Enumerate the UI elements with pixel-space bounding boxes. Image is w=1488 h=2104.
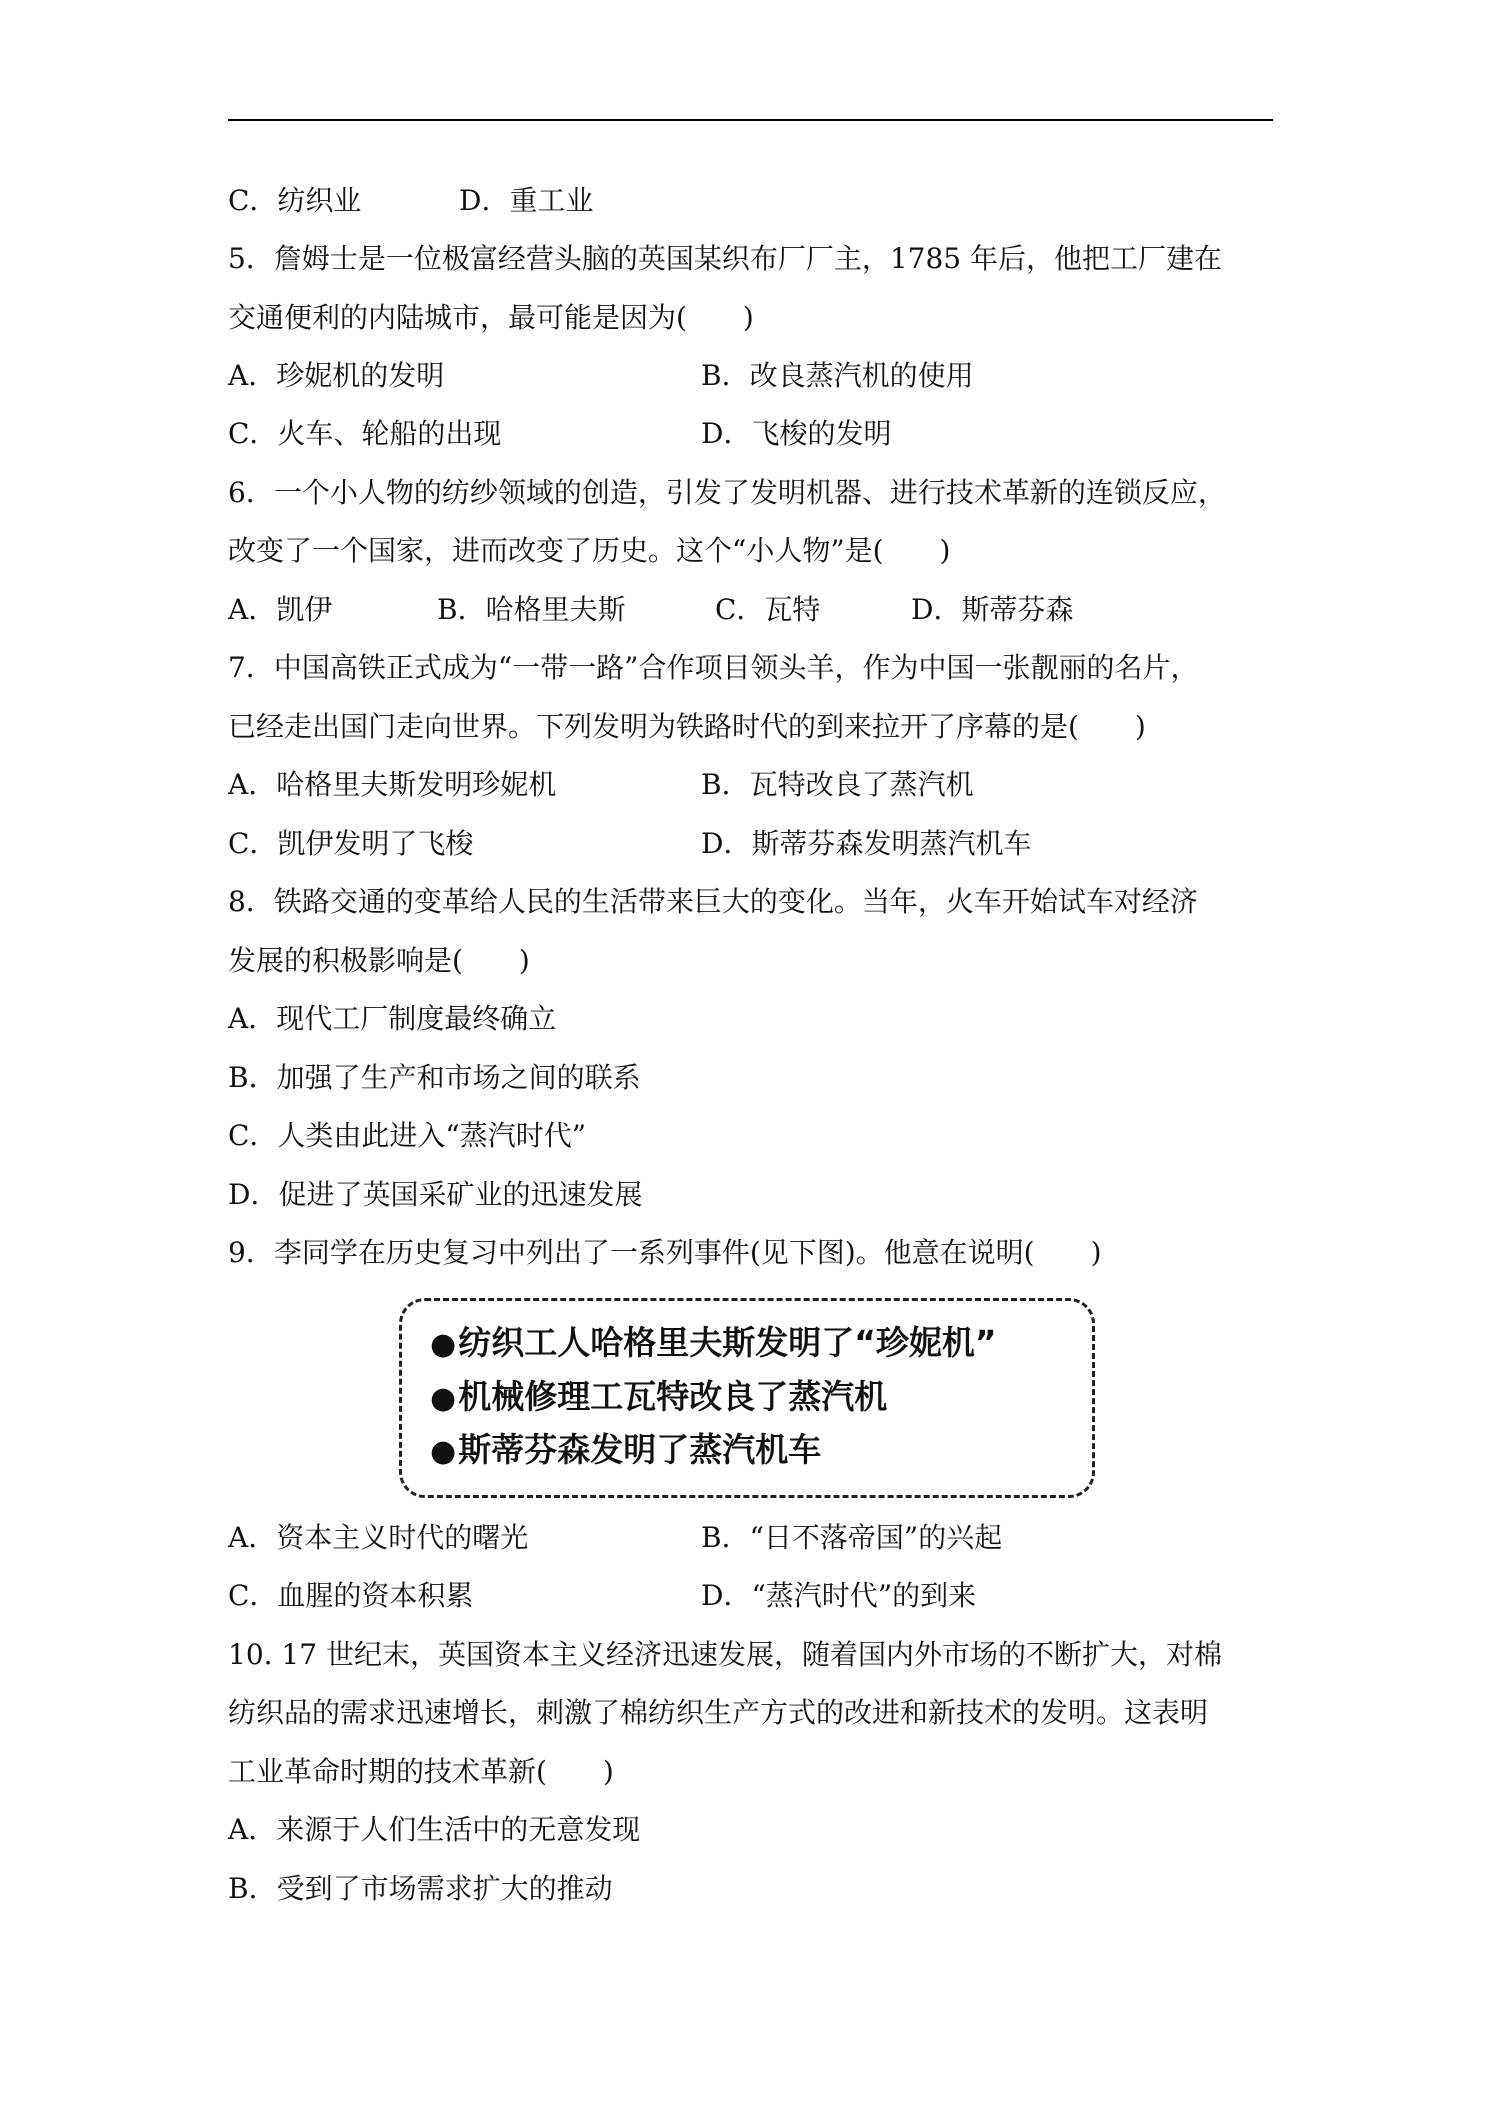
q9-box-item-text: 机械修理工瓦特改良了蒸汽机 bbox=[458, 1377, 888, 1416]
q5-option-c: C．火车、轮船的出现 bbox=[228, 417, 502, 450]
q8-stem-line1: 8．铁路交通的变革给人民的生活带来巨大的变化。当年，火车开始试车对经济 bbox=[228, 885, 1198, 918]
q4-option-c: C．纺织业 bbox=[228, 184, 362, 217]
q6-stem-line2: 改变了一个国家，进而改变了历史。这个“小人物”是( ) bbox=[228, 534, 951, 567]
q9-box-item bbox=[430, 1430, 821, 1472]
q9-event-box bbox=[399, 1298, 1095, 1498]
q9-box-item-text: 斯蒂芬森发明了蒸汽机车 bbox=[458, 1430, 822, 1469]
q6-option-b: B．哈格里夫斯 bbox=[437, 593, 626, 626]
q10-option-b: B．受到了市场需求扩大的推动 bbox=[228, 1872, 613, 1905]
q6-option-d: D．斯蒂芬森 bbox=[911, 593, 1074, 626]
q9-option-c: C．血腥的资本积累 bbox=[228, 1579, 474, 1612]
q5-stem-line1: 5．詹姆士是一位极富经营头脑的英国某织布厂厂主，1785 年后，他把工厂建在 bbox=[228, 242, 1222, 275]
q8-option-b: B．加强了生产和市场之间的联系 bbox=[228, 1061, 641, 1094]
q9-option-a: A．资本主义时代的曙光 bbox=[228, 1521, 529, 1554]
q9-box-item-text: 纺织工人哈格里夫斯发明了“珍妮机” bbox=[458, 1323, 997, 1362]
q8-option-a: A．现代工厂制度最终确立 bbox=[228, 1002, 557, 1035]
q10-option-a: A．来源于人们生活中的无意发现 bbox=[228, 1813, 641, 1846]
q10-stem-line1: 10. 17 世纪末，英国资本主义经济迅速发展，随着国内外市场的不断扩大，对棉 bbox=[228, 1638, 1222, 1671]
bullet-icon: ● bbox=[430, 1381, 457, 1416]
q8-option-d: D．促进了英国采矿业的迅速发展 bbox=[228, 1178, 643, 1211]
q9-box-item bbox=[430, 1323, 997, 1365]
q10-stem-line3: 工业革命时期的技术革新( ) bbox=[228, 1755, 614, 1788]
q6-stem-line1: 6．一个小人物的纺纱领域的创造，引发了发明机器、进行技术革新的连锁反应， bbox=[228, 476, 1226, 509]
q7-option-d: D．斯蒂芬森发明蒸汽机车 bbox=[701, 827, 1032, 860]
q7-option-b: B．瓦特改良了蒸汽机 bbox=[701, 768, 974, 801]
q7-option-c: C．凯伊发明了飞梭 bbox=[228, 827, 474, 860]
q9-stem: 9．李同学在历史复习中列出了一系列事件(见下图)。他意在说明( ) bbox=[228, 1236, 1102, 1269]
q5-stem-line2: 交通便利的内陆城市，最可能是因为( ) bbox=[228, 301, 754, 334]
header-rule bbox=[228, 119, 1273, 121]
bullet-icon: ● bbox=[430, 1434, 457, 1469]
q5-option-b: B．改良蒸汽机的使用 bbox=[701, 359, 974, 392]
q7-option-a: A．哈格里夫斯发明珍妮机 bbox=[228, 768, 557, 801]
q5-option-a: A．珍妮机的发明 bbox=[228, 359, 445, 392]
q9-box-item bbox=[430, 1377, 887, 1419]
q4-option-d: D．重工业 bbox=[459, 184, 594, 217]
q8-option-c: C．人类由此进入“蒸汽时代” bbox=[228, 1119, 587, 1152]
q6-option-c: C．瓦特 bbox=[715, 593, 821, 626]
q7-stem-line2: 已经走出国门走向世界。下列发明为铁路时代的到来拉开了序幕的是( ) bbox=[228, 710, 1146, 743]
q7-stem-line1: 7．中国高铁正式成为“一带一路”合作项目领头羊，作为中国一张靓丽的名片， bbox=[228, 651, 1199, 684]
q9-option-d: D．“蒸汽时代”的到来 bbox=[701, 1579, 977, 1612]
q6-option-a: A．凯伊 bbox=[228, 593, 333, 626]
q9-option-b: B．“日不落帝国”的兴起 bbox=[701, 1521, 1003, 1554]
q10-stem-line2: 纺织品的需求迅速增长，刺激了棉纺织生产方式的改进和新技术的发明。这表明 bbox=[228, 1696, 1209, 1729]
q5-option-d: D．飞梭的发明 bbox=[701, 417, 892, 450]
bullet-icon: ● bbox=[430, 1327, 457, 1362]
q8-stem-line2: 发展的积极影响是( ) bbox=[228, 944, 530, 977]
